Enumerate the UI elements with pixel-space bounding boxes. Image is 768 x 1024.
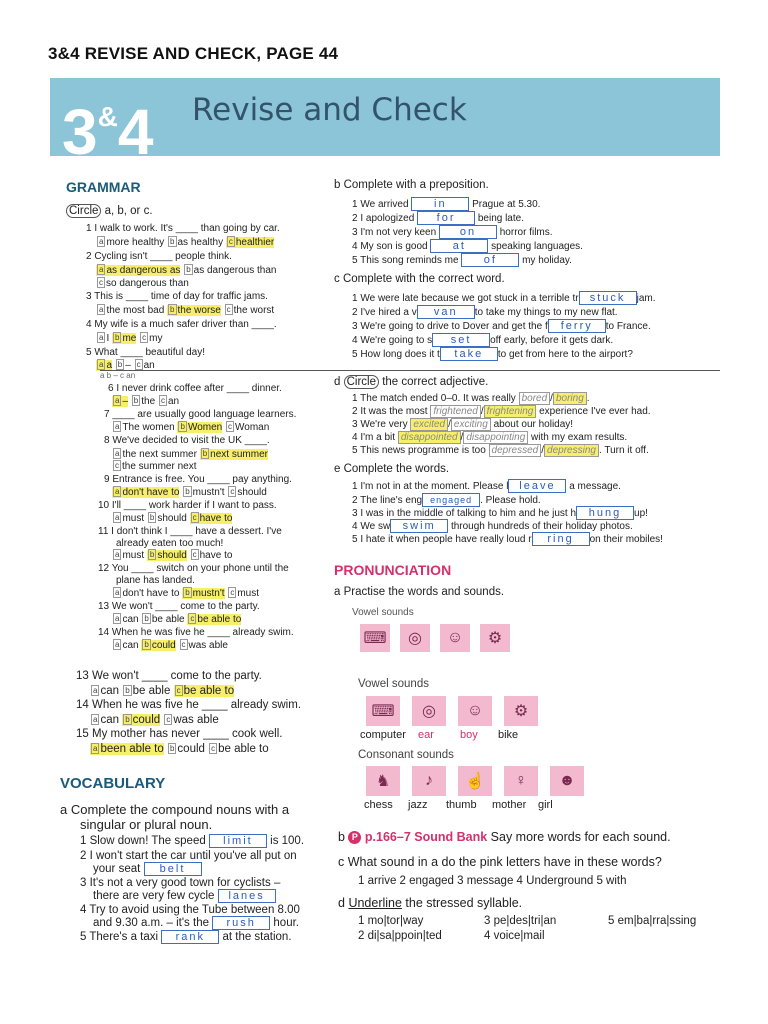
- vocab-answer-5[interactable]: rank: [161, 930, 219, 944]
- words-answer-3[interactable]: hung: [576, 506, 634, 520]
- grammar-q3-options: a the most bad b the worse c the worst: [99, 305, 275, 316]
- words-s5: 5 I hate it when people have really loud r ring on their mobiles!: [352, 533, 663, 545]
- grammar-q14: 14 When he was five he ____ already swim.: [98, 627, 294, 638]
- consonant-label: Consonant sounds: [358, 749, 454, 761]
- grammar-q14-repeat-options: a can b could c was able: [93, 714, 219, 726]
- prep-answer-5[interactable]: of: [461, 253, 519, 267]
- adjective-s5: 5 This news programme is too depressed / depressing . Turn it off.: [352, 445, 649, 456]
- vocabulary-heading: VOCABULARY: [60, 775, 166, 792]
- vowel-words: computer ear boy bike: [360, 729, 519, 741]
- vocab-s1: 1 Slow down! The speed limit is 100.: [80, 835, 305, 847]
- grammar-q5: 5 What ____ beautiful day!: [86, 347, 205, 358]
- grammar-q13: 13 We won't ____ come to the party.: [98, 601, 260, 612]
- adjective-s3: 3 We're very excited / exciting about our holiday!: [352, 419, 574, 430]
- vocab-s4: 4 Try to avoid using the Tube between 8.00: [80, 904, 300, 916]
- prep-s4: 4 My son is good at speaking languages.: [352, 240, 583, 252]
- grammar-q1: 1 I walk to work. It's ____ than going by car.: [86, 223, 280, 234]
- vocab-a-heading: a Complete the compound nouns with a: [60, 802, 290, 817]
- ear-icon: ◎: [400, 624, 430, 652]
- vowel-icons: [366, 696, 538, 726]
- adjective-s1: 1 The match ended 0–0. It was really bored / boring .: [352, 393, 590, 404]
- grammar-q11-line2: already eaten too much!: [116, 538, 224, 549]
- words-s4: 4 We sw swim through hundreds of their holiday photos.: [352, 520, 633, 532]
- boy-icon: ☺: [458, 696, 492, 726]
- consonant-icons: [366, 766, 584, 796]
- adjective-s2: 2 It was the most frightened / frightening experience I've ever had.: [352, 406, 651, 417]
- vocab-answer-4[interactable]: rush: [212, 916, 270, 930]
- vocab-a-heading-2: singular or plural noun.: [80, 817, 213, 832]
- words-s1: 1 I'm not in at the moment. Please l leave a message.: [352, 480, 621, 492]
- word-s1: 1 We were late because we got stuck in a terrible tr stuck jam.: [352, 292, 656, 304]
- words-s2: 2 The line's eng engaged . Please hold.: [352, 495, 541, 506]
- vowel-icons-small: [360, 624, 510, 652]
- grammar-q13-options: a can b be able c be able to: [115, 614, 242, 625]
- grammar-q14-options: a can b could c was able: [115, 640, 228, 651]
- grammar-q12: 12 You ____ switch on your phone until the: [98, 563, 289, 574]
- grammar-q12-options: a don't have to b mustn't c must: [115, 588, 260, 599]
- grammar-q4: 4 My wife is a much safer driver than ____.: [86, 319, 277, 330]
- grammar-instruction: Circle a, b, or c.: [66, 204, 153, 219]
- word-answer-4[interactable]: set: [432, 333, 490, 347]
- prep-s2: 2 I apologized for being late.: [352, 212, 524, 224]
- adjective-heading: d Circle the correct adjective.: [334, 376, 489, 388]
- vocab-s4-line2: and 9.30 a.m. – it's the rush hour.: [93, 917, 299, 929]
- words-s3: 3 I was in the middle of talking to him and he just h hung up!: [352, 507, 648, 519]
- grammar-q4-options: a I b me c my: [99, 333, 163, 344]
- prep-answer-3[interactable]: on: [439, 225, 497, 239]
- pron-c: c What sound in a do the pink letters have in these words?: [338, 855, 662, 869]
- computer-icon: ⌨: [366, 696, 400, 726]
- words-answer-1[interactable]: leave: [508, 479, 566, 493]
- grammar-q13-repeat-options: a can b be able c be able to: [93, 685, 235, 697]
- pron-d2: 2 di|sa|ppoin|ted: [358, 930, 442, 942]
- vocab-s3: 3 It's not a very good town for cyclists –: [80, 877, 281, 889]
- adjective-s4: 4 I'm a bit disappointed / disappointing with my exam results.: [352, 432, 628, 443]
- prep-s3: 3 I'm not very keen on horror films.: [352, 226, 553, 238]
- grammar-q13-repeat: 13 We won't ____ come to the party.: [76, 670, 262, 682]
- vocab-s5: 5 There's a taxi rank at the station.: [80, 931, 292, 943]
- grammar-q5-options: a a b – c an: [96, 359, 155, 372]
- words-answer-2[interactable]: engaged: [422, 493, 480, 507]
- pron-d3: 3 pe|des|tri|an: [484, 915, 557, 927]
- vocab-answer-2[interactable]: belt: [144, 862, 202, 876]
- grammar-q11-options: a must b should c have to: [115, 550, 233, 561]
- pron-d4: 4 voice|mail: [484, 930, 545, 942]
- grammar-q3: 3 This is ____ time of day for traffic jams.: [86, 291, 268, 302]
- grammar-q11: 11 I don't think I ____ have a dessert. I've: [98, 526, 282, 537]
- word-answer-5[interactable]: take: [440, 347, 498, 361]
- grammar-q12-line2: plane has landed.: [116, 575, 195, 586]
- grammar-q6-options: a – b the c an: [112, 395, 179, 408]
- pron-b: b P p.166–7 Sound Bank Say more words for each sound.: [338, 830, 671, 844]
- grammar-q8: 8 We've decided to visit the UK ____.: [104, 435, 270, 446]
- grammar-q15: 15 My mother has never ____ cook well.: [76, 728, 283, 740]
- pron-a-heading: a Practise the words and sounds.: [334, 586, 505, 598]
- word-heading: c Complete with the correct word.: [334, 273, 505, 285]
- pron-d: d Underline the stressed syllable.: [338, 896, 523, 910]
- prep-s5: 5 This song reminds me of my holiday.: [352, 254, 572, 266]
- pron-d5: 5 em|ba|rra|ssing: [608, 915, 697, 927]
- prep-answer-2[interactable]: for: [417, 211, 475, 225]
- grammar-q15-options: a been able to b could c be able to: [90, 742, 269, 757]
- vowel-label-small: Vowel sounds: [352, 607, 414, 618]
- unit-number: 3&4: [62, 96, 154, 156]
- grammar-q8-option-c: c the summer next: [115, 461, 197, 472]
- word-answer-2[interactable]: van: [417, 305, 475, 319]
- vocab-answer-3[interactable]: lanes: [218, 889, 276, 903]
- grammar-q9-options: a don't have to b mustn't c should: [112, 486, 267, 499]
- prep-heading: b Complete with a preposition.: [334, 179, 489, 191]
- bike-icon: ⚙: [480, 624, 510, 652]
- words-answer-4[interactable]: swim: [390, 519, 448, 533]
- chess-icon: ♞: [366, 766, 400, 796]
- consonant-words: chess jazz thumb mother girl: [364, 799, 553, 811]
- grammar-q10-options: a must b should c have to: [115, 513, 233, 524]
- vocab-answer-1[interactable]: limit: [209, 834, 267, 848]
- word-s5: 5 How long does it t take to get from here to the airport?: [352, 348, 633, 360]
- page-divider: [100, 370, 720, 371]
- grammar-q2-options: a as dangerous as b as dangerous than: [96, 264, 276, 277]
- grammar-q1-options: a more healthy b as healthy c healthier: [99, 237, 275, 248]
- grammar-q14-repeat: 14 When he was five he ____ already swim.: [76, 699, 302, 711]
- word-answer-1[interactable]: stuck: [579, 291, 637, 305]
- thumb-icon: ☝: [458, 766, 492, 796]
- word-s4: 4 We're going to s set off early, before it gets dark.: [352, 334, 614, 346]
- grammar-heading: GRAMMAR: [66, 179, 141, 195]
- vowel-label: Vowel sounds: [358, 678, 429, 690]
- word-answer-3[interactable]: ferry: [548, 319, 606, 333]
- grammar-q7: 7 ____ are usually good language learners.: [104, 409, 297, 420]
- grammar-q9: 9 Entrance is free. You ____ pay anything.: [104, 474, 292, 485]
- mother-icon: ♀: [504, 766, 538, 796]
- word-s3: 3 We're going to drive to Dover and get the f ferry to France.: [352, 320, 651, 332]
- grammar-q6: 6 I never drink coffee after ____ dinner.: [108, 383, 282, 394]
- word-s2: 2 I've hired a v van to take my things to my new flat.: [352, 306, 618, 318]
- pron-c-items: 1 arrive 2 engaged 3 message 4 Underground 5 with: [358, 875, 627, 887]
- unit-banner: [50, 78, 720, 156]
- prep-s1: 1 We arrived in Prague at 5.30.: [352, 198, 541, 210]
- bike-icon: ⚙: [504, 696, 538, 726]
- prep-answer-1[interactable]: in: [411, 197, 469, 211]
- grammar-q7-options: a The women b Women c Woman: [115, 422, 270, 433]
- vocab-s3-line2: there are very few cycle lanes: [93, 889, 276, 904]
- page-title: 3&4 REVISE AND CHECK, PAGE 44: [48, 44, 339, 63]
- boy-icon: ☺: [440, 624, 470, 652]
- grammar-q2-option-c: c so dangerous than: [99, 278, 189, 289]
- computer-icon: ⌨: [360, 624, 390, 652]
- grammar-q5-duplicate: a b – c an: [100, 371, 136, 380]
- words-heading: e Complete the words.: [334, 463, 450, 475]
- girl-icon: ☻: [550, 766, 584, 796]
- pron-d1: 1 mo|tor|way: [358, 915, 424, 927]
- grammar-q8-options: a the next summer b next summer: [115, 449, 268, 460]
- prep-answer-4[interactable]: at: [430, 239, 488, 253]
- vocab-s2-line2: your seat belt: [93, 862, 202, 877]
- grammar-q2: 2 Cycling isn't ____ people think.: [86, 251, 232, 262]
- ear-icon: ◎: [412, 696, 446, 726]
- grammar-q10: 10 I'll ____ work harder if I want to pass.: [98, 500, 277, 511]
- vocab-s2: 2 I won't start the car until you've all put on: [80, 850, 297, 862]
- jazz-icon: ♪: [412, 766, 446, 796]
- banner-title: Revise and Check: [192, 92, 467, 128]
- pronunciation-heading: PRONUNCIATION: [334, 562, 452, 578]
- words-answer-5[interactable]: ring: [532, 532, 590, 546]
